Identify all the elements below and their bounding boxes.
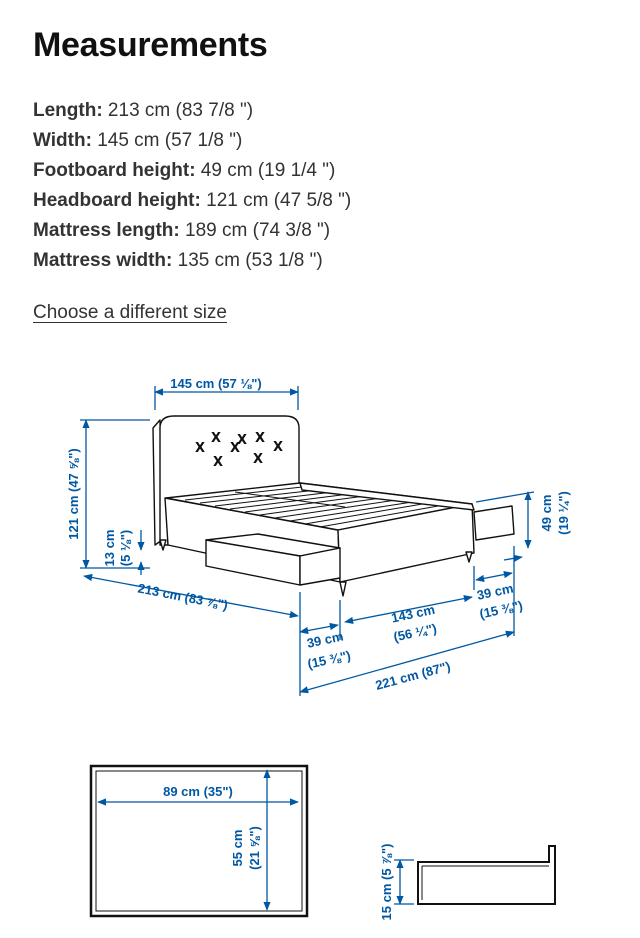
headboard-height-dimension: 121 cm (47 ⅝") xyxy=(66,448,81,540)
leg-height-dimension: 13 cm xyxy=(102,529,117,567)
svg-text:X: X xyxy=(213,455,224,470)
length-dimension: 213 cm (83 ⅞") xyxy=(136,580,230,613)
svg-text:X: X xyxy=(230,441,241,456)
svg-text:X: X xyxy=(195,441,206,456)
footboard-height-dimension: 49 cm xyxy=(539,494,554,532)
width-dimension: 145 cm (57 ⅛") xyxy=(170,376,262,391)
choose-size-link[interactable]: Choose a different size xyxy=(33,302,227,323)
drawer-height-dimension: 15 cm (5 ⅞") xyxy=(379,843,394,921)
spec-value: 135 cm (53 1/8 ") xyxy=(172,250,323,271)
drawer-width-dimension: 89 cm (35") xyxy=(163,784,233,799)
drawer-span-dimension-inches: (56 ¼") xyxy=(392,620,439,645)
spec-value: 189 cm (74 3/8 ") xyxy=(179,220,331,241)
drawer-out-right-dimension: 39 cm xyxy=(475,580,515,603)
spec-label: Mattress width: xyxy=(33,250,173,271)
spec-label: Footboard height: xyxy=(33,160,196,181)
drawer-out-left-dimension: 39 cm xyxy=(305,628,345,651)
spec-label: Mattress length: xyxy=(33,220,180,241)
drawer-right xyxy=(474,506,514,540)
spec-value: 145 cm (57 1/8 ") xyxy=(91,130,243,151)
svg-text:X: X xyxy=(273,440,284,455)
drawer-side-view xyxy=(394,846,555,904)
drawer-out-left-dimension-inches: (15 ⅜") xyxy=(306,647,353,672)
svg-text:X: X xyxy=(211,431,222,446)
page-title: Measurements xyxy=(33,26,268,64)
svg-text:X: X xyxy=(237,433,248,448)
spec-value: 121 cm (47 5/8 ") xyxy=(200,190,352,211)
total-width-dimension: 221 cm (87") xyxy=(373,658,452,693)
spec-value: 49 cm (19 1/4 ") xyxy=(195,160,336,181)
drawer-out-right-dimension-inches: (15 ⅜") xyxy=(478,597,525,622)
svg-text:X: X xyxy=(253,452,264,467)
spec-label: Width: xyxy=(33,130,92,151)
drawer-span-dimension: 143 cm xyxy=(389,601,437,626)
spec-value: 213 cm (83 7/8 ") xyxy=(102,100,254,121)
drawer-depth-dimension: 55 cm xyxy=(230,829,245,867)
spec-label: Headboard height: xyxy=(33,190,201,211)
bed-drawing xyxy=(153,416,514,596)
spec-label: Length: xyxy=(33,100,103,121)
svg-text:X: X xyxy=(255,431,266,446)
leg-height-dimension-inches: (5 ⅛") xyxy=(118,529,133,567)
footboard-height-dimension-inches: (19 ¼") xyxy=(556,491,571,535)
drawer-depth-dimension-inches: (21 ⅝") xyxy=(247,826,262,870)
